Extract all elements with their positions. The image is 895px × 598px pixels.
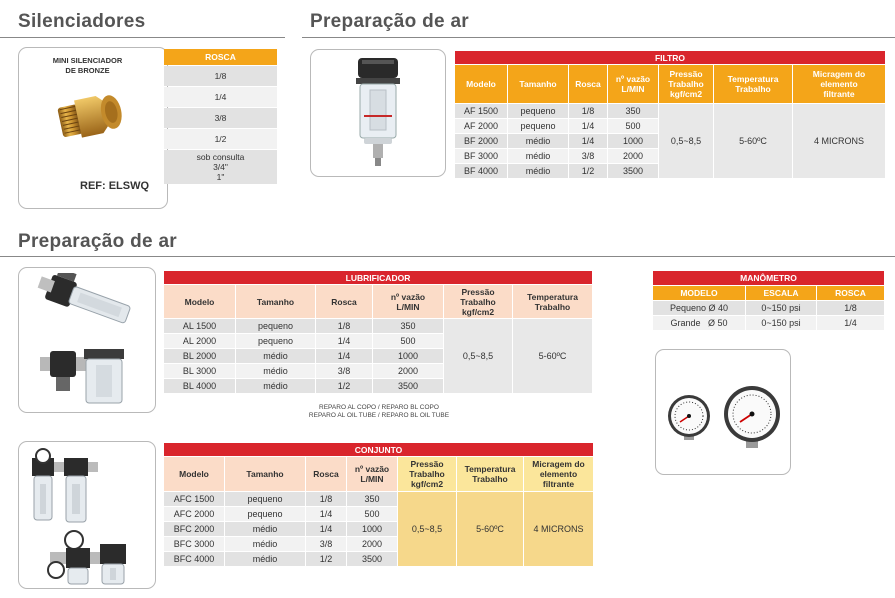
cell-tamanho: médio xyxy=(508,149,568,163)
header-line: Micragem do xyxy=(812,69,866,79)
header-line: filtrante xyxy=(823,89,855,99)
cell-tamanho: pequeno xyxy=(236,319,315,333)
silenciador-product-name xyxy=(30,56,145,76)
filtro-col-pressao xyxy=(659,65,713,103)
header-line: Trabalho xyxy=(534,301,571,312)
header-line: Temperatura xyxy=(527,291,578,302)
sob-consulta-line: 1" xyxy=(216,172,225,182)
cell-modelo: BL 2000 xyxy=(164,349,235,363)
filtro-pressao-value: 0,5~8,5 xyxy=(659,104,713,178)
filtro-col-micragem xyxy=(793,65,885,103)
cell-vazao: 500 xyxy=(347,507,397,521)
divider xyxy=(0,37,285,38)
lubrificador-title: LUBRIFICADOR xyxy=(164,271,592,284)
cell-tamanho: pequeno xyxy=(225,507,305,521)
conjunto-col-rosca: Rosca xyxy=(306,457,346,491)
header-line: Temperatura xyxy=(464,464,516,474)
silenciador-row: 1/8 xyxy=(164,66,277,86)
cell-modelo: AF 2000 xyxy=(455,119,507,133)
silenciador-row: 1/4 xyxy=(164,87,277,107)
cell-modelo: AFC 1500 xyxy=(164,492,224,506)
cell-tamanho: pequeno xyxy=(508,119,568,133)
cell-modelo: Pequeno Ø 40 xyxy=(653,301,745,315)
cell-modelo: BF 4000 xyxy=(455,164,507,178)
cell-rosca: 1/8 xyxy=(817,301,884,315)
manometro-table xyxy=(652,270,885,331)
manometro-col-rosca: ROSCA xyxy=(817,286,884,300)
silenciador-row: 3/8 xyxy=(164,108,277,128)
cell-modelo: AL 2000 xyxy=(164,334,235,348)
cell-vazao: 2000 xyxy=(347,537,397,551)
cell-rosca: 1/8 xyxy=(306,492,346,506)
lubrificador-table xyxy=(163,270,593,394)
header-line: nº vazão xyxy=(390,291,426,302)
cell-rosca: 3/8 xyxy=(569,149,607,163)
table-row xyxy=(164,492,593,506)
header-line: filtrante xyxy=(542,479,575,489)
cell-rosca: 1/4 xyxy=(306,522,346,536)
cell-tamanho: médio xyxy=(225,552,305,566)
cell-vazao: 3500 xyxy=(347,552,397,566)
conjunto-col-modelo: Modelo xyxy=(164,457,224,491)
header-line: Pressão xyxy=(669,69,703,79)
header-line: kgf/cm2 xyxy=(669,89,703,99)
lubrificador-col-rosca: Rosca xyxy=(316,285,372,318)
cell-tamanho: pequeno xyxy=(225,492,305,506)
header-line: Pressão xyxy=(461,286,495,297)
header-line: kgf/cm2 xyxy=(410,479,444,489)
lubrificador-col-temperatura xyxy=(513,285,592,318)
header-line: nº vazão xyxy=(354,464,390,474)
header-line: nº vazão xyxy=(615,74,651,84)
product-name-line: MINI SILENCIADOR xyxy=(52,56,123,65)
cell-rosca: 3/8 xyxy=(306,537,346,551)
cell-modelo: BF 3000 xyxy=(455,149,507,163)
product-name-line: DE BRONZE xyxy=(65,66,110,75)
silenciador-table xyxy=(164,49,277,184)
cell-tamanho: médio xyxy=(236,379,315,393)
manometro-col-escala: ESCALA xyxy=(746,286,816,300)
lubrificador-temperatura-value: 5-60ºC xyxy=(513,319,592,393)
cell-tamanho: pequeno xyxy=(236,334,315,348)
cell-modelo: Grande Ø 50 xyxy=(653,316,745,330)
lubrificador-col-vazao xyxy=(373,285,443,318)
cell-rosca: 1/8 xyxy=(316,319,372,333)
header-line: Trabalho xyxy=(472,474,508,484)
cell-tamanho: médio xyxy=(225,522,305,536)
silenciador-row: 1/2 xyxy=(164,129,277,149)
cell-tamanho: médio xyxy=(236,364,315,378)
divider xyxy=(302,37,895,38)
filtro-temperatura-value: 5-60ºC xyxy=(714,104,792,178)
silenciador-row-sob-consulta xyxy=(164,150,277,184)
filtro-col-modelo: Modelo xyxy=(455,65,507,103)
cell-vazao: 2000 xyxy=(608,149,658,163)
filtro-col-vazao xyxy=(608,65,658,103)
header-line: L/MIN xyxy=(621,84,645,94)
conjunto-col-pressao xyxy=(398,457,456,491)
cell-vazao: 3500 xyxy=(608,164,658,178)
cell-modelo: BF 2000 xyxy=(455,134,507,148)
cell-escala: 0~150 psi xyxy=(746,301,816,315)
cell-vazao: 350 xyxy=(608,104,658,118)
cell-modelo: BFC 4000 xyxy=(164,552,224,566)
table-row xyxy=(653,316,884,330)
table-row xyxy=(653,301,884,315)
manometro-col-modelo: MODELO xyxy=(653,286,745,300)
header-line: Trabalho xyxy=(668,79,704,89)
cell-modelo: BL 4000 xyxy=(164,379,235,393)
note-line: REPARO AL OIL TUBE / REPARO BL OIL TUBE xyxy=(308,412,450,419)
lubrificador-pressao-value: 0,5~8,5 xyxy=(444,319,512,393)
sob-consulta-line: 3/4" xyxy=(213,162,228,172)
note-line: REPARO AL COPO / REPARO BL COPO xyxy=(319,404,439,411)
lubrificador-col-modelo: Modelo xyxy=(164,285,235,318)
cell-tamanho: médio xyxy=(508,134,568,148)
cell-rosca: 1/8 xyxy=(569,104,607,118)
cell-modelo: BL 3000 xyxy=(164,364,235,378)
filtro-title: FILTRO xyxy=(455,51,885,64)
cell-vazao: 350 xyxy=(373,319,443,333)
filtro-col-rosca: Rosca xyxy=(569,65,607,103)
silenciador-ref: REF: ELSWQ xyxy=(80,180,150,192)
cell-tamanho: médio xyxy=(236,349,315,363)
cell-rosca: 1/4 xyxy=(316,349,372,363)
conjunto-product-image xyxy=(24,448,152,586)
cell-rosca: 1/4 xyxy=(569,119,607,133)
cell-modelo: AFC 2000 xyxy=(164,507,224,521)
section-title-preparacao-mid: Preparação de ar xyxy=(18,231,177,252)
section-title-preparacao-top: Preparação de ar xyxy=(310,11,469,32)
filtro-table xyxy=(454,50,886,179)
lubrificador-notes xyxy=(250,404,508,420)
header-line: Trabalho xyxy=(409,469,445,479)
filtro-col-tamanho: Tamanho xyxy=(508,65,568,103)
header-line: L/MIN xyxy=(360,474,384,484)
cell-vazao: 2000 xyxy=(373,364,443,378)
cell-tamanho: pequeno xyxy=(508,104,568,118)
filtro-product-image xyxy=(350,56,406,170)
bronze-silencer-image xyxy=(50,88,126,146)
conjunto-col-tamanho: Tamanho xyxy=(225,457,305,491)
table-row xyxy=(455,104,885,118)
cell-rosca: 3/8 xyxy=(316,364,372,378)
cell-vazao: 1000 xyxy=(608,134,658,148)
header-line: kgf/cm2 xyxy=(461,306,495,317)
cell-rosca: 1/4 xyxy=(569,134,607,148)
cell-vazao: 1000 xyxy=(347,522,397,536)
lubrificador-product-image xyxy=(26,273,150,409)
header-line: Temperatura xyxy=(727,74,779,84)
cell-rosca: 1/2 xyxy=(316,379,372,393)
cell-modelo: AF 1500 xyxy=(455,104,507,118)
cell-rosca: 1/4 xyxy=(316,334,372,348)
cell-rosca: 1/2 xyxy=(569,164,607,178)
header-line: Trabalho xyxy=(735,84,771,94)
cell-tamanho: médio xyxy=(508,164,568,178)
manometro-product-image xyxy=(660,378,786,450)
cell-modelo: BFC 3000 xyxy=(164,537,224,551)
cell-vazao: 500 xyxy=(373,334,443,348)
header-line: Pressão xyxy=(410,459,444,469)
cell-vazao: 3500 xyxy=(373,379,443,393)
conjunto-title: CONJUNTO xyxy=(164,443,593,456)
cell-rosca: 1/4 xyxy=(817,316,884,330)
table-row xyxy=(164,319,592,333)
conjunto-col-micragem xyxy=(524,457,593,491)
cell-vazao: 1000 xyxy=(373,349,443,363)
cell-vazao: 500 xyxy=(608,119,658,133)
cell-rosca: 1/4 xyxy=(306,507,346,521)
header-line: elemento xyxy=(820,79,858,89)
cell-vazao: 350 xyxy=(347,492,397,506)
section-title-silenciadores: Silenciadores xyxy=(18,11,146,32)
conjunto-pressao-value: 0,5~8,5 xyxy=(398,492,456,566)
header-line: Trabalho xyxy=(460,296,496,307)
cell-escala: 0~150 psi xyxy=(746,316,816,330)
conjunto-temperatura-value: 5-60ºC xyxy=(457,492,523,566)
cell-modelo: AL 1500 xyxy=(164,319,235,333)
sob-consulta-line: sob consulta xyxy=(196,152,245,162)
manometro-title: MANÔMETRO xyxy=(653,271,884,285)
conjunto-micragem-value: 4 MICRONS xyxy=(524,492,593,566)
header-line: Micragem do xyxy=(532,459,585,469)
conjunto-col-vazao xyxy=(347,457,397,491)
conjunto-col-temperatura xyxy=(457,457,523,491)
cell-tamanho: médio xyxy=(225,537,305,551)
filtro-micragem-value: 4 MICRONS xyxy=(793,104,885,178)
silenciador-header-rosca: ROSCA xyxy=(164,49,277,65)
lubrificador-col-pressao xyxy=(444,285,512,318)
conjunto-table xyxy=(163,442,594,567)
cell-rosca: 1/2 xyxy=(306,552,346,566)
cell-modelo: BFC 2000 xyxy=(164,522,224,536)
divider xyxy=(0,256,895,257)
header-line: L/MIN xyxy=(396,301,420,312)
filtro-col-temperatura xyxy=(714,65,792,103)
header-line: elemento xyxy=(539,469,578,479)
lubrificador-col-tamanho: Tamanho xyxy=(236,285,315,318)
